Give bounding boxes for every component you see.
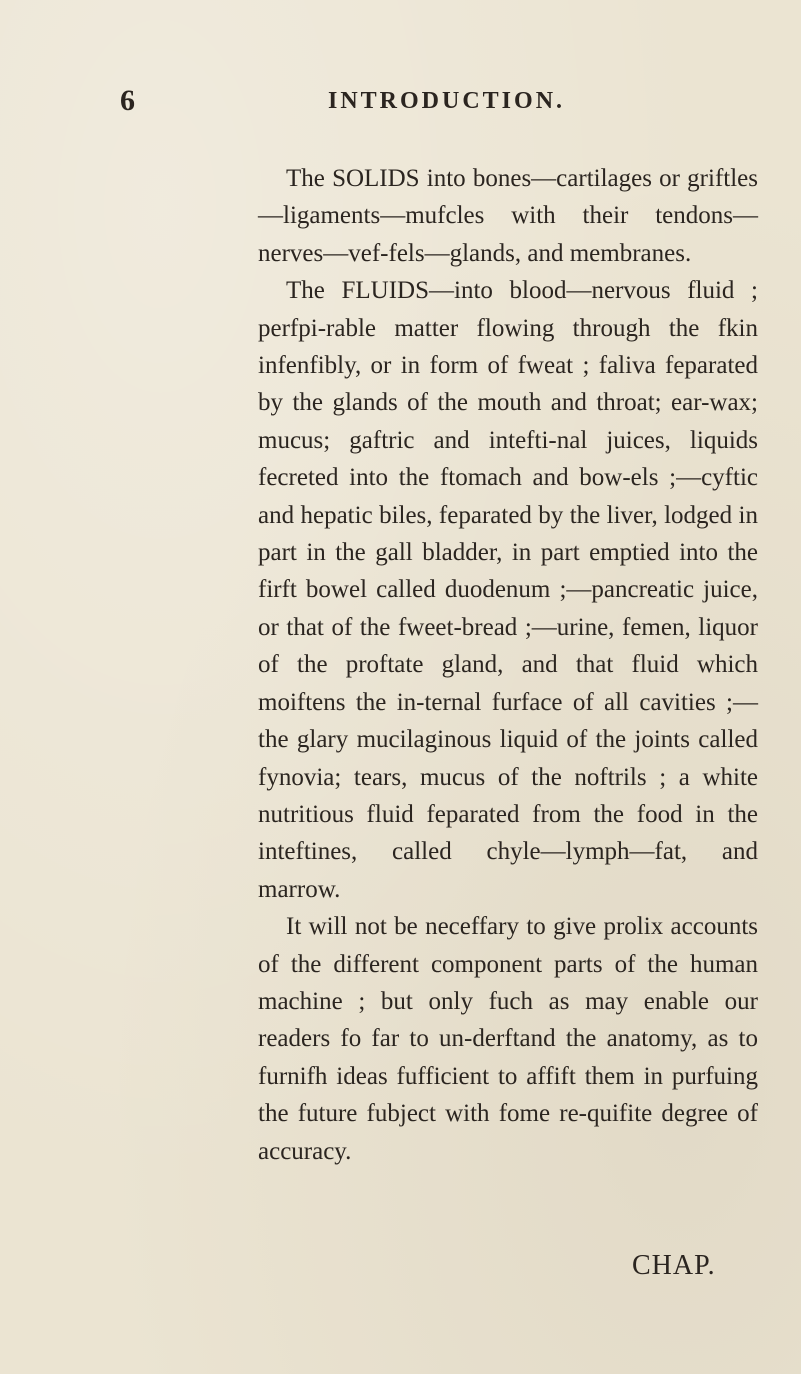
page-number: 6	[120, 84, 135, 117]
paragraph-solids: The SOLIDS into bones—cartilages or griftles—ligaments—mufcles with their tendons—nerves—vef-fels—glands, and membranes.	[258, 165, 758, 267]
running-head	[0, 84, 801, 120]
catchword: CHAP.	[632, 1250, 716, 1281]
paragraph-anatomy-note: It will not be neceffary to give prolix accounts of the different component parts of the human machine ; but only fuch as may enable our readers fo far to un-derftand the anatomy, as to furnifh ideas fufficient to affift them in purfuing the future fubject with fome re-quifite degree of accuracy.	[258, 913, 758, 1165]
body-text	[258, 160, 758, 1170]
running-title: INTRODUCTION.	[328, 88, 566, 114]
paragraph-fluids: The FLUIDS—into blood—nervous fluid ; perfpi-rable matter flowing through the fkin infenfibly, or in form of fweat ; faliva feparated by the glands of the mouth and throat; ear-wax; mucus; gaftric and intefti-nal juices, liquids fecreted into the ftomach and bow-els ;—cyftic and hepatic biles, feparated by the liver, lodged in part in the gall bladder, in part emptied into the firft bowel called duodenum ;—pancreatic juice, or that of the fweet-bread ;—urine, femen, liquor of the proftate gland, and that fluid which moiftens the in-ternal furface of all cavities ;—the glary mucilaginous liquid of the joints called fynovia; tears, mucus of the noftrils ; a white nutritious fluid feparated from the food in the inteftines, called chyle—lymph—fat, and marrow.	[258, 277, 758, 903]
